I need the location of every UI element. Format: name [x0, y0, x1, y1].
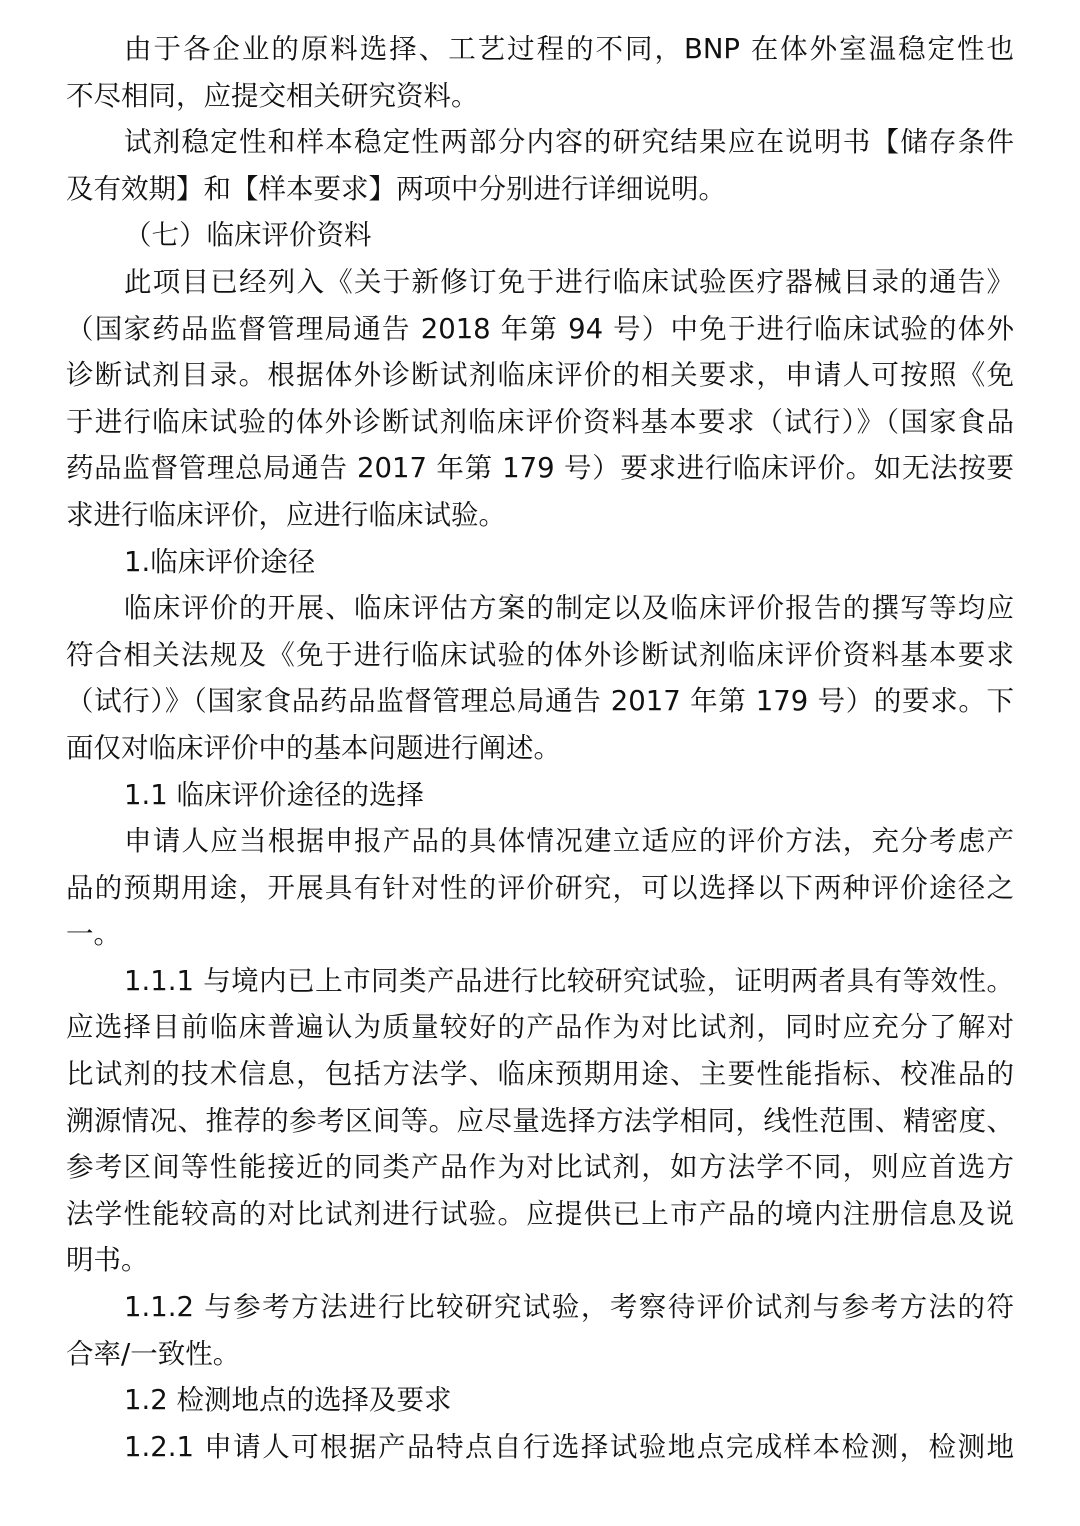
text-line: 药品监督管理总局通告 2017 年第 179 号）要求进行临床评价。如无法按要 — [66, 452, 1014, 485]
text-line: 及有效期】和【样本要求】两项中分别进行详细说明。 — [66, 172, 726, 205]
text-line: 一。 — [66, 918, 121, 951]
text-line: 求进行临床评价，应进行临床试验。 — [66, 498, 506, 531]
text-line: 1.1.2 与参考方法进行比较研究试验，考察待评价试剂与参考方法的符 — [124, 1291, 1014, 1324]
text-line: 诊断试剂目录。根据体外诊断试剂临床评价的相关要求，申请人可按照《免 — [66, 359, 1014, 392]
text-line: 试剂稳定性和样本稳定性两部分内容的研究结果应在说明书【储存条件 — [124, 126, 1014, 159]
text-line: 符合相关法规及《免于进行临床试验的体外诊断试剂临床评价资料基本要求 — [66, 638, 1014, 671]
text-line: 临床评价的开展、临床评估方案的制定以及临床评价报告的撰写等均应 — [124, 592, 1014, 625]
text-line: 1.2.1 申请人可根据产品特点自行选择试验地点完成样本检测，检测地 — [124, 1430, 1014, 1463]
text-line: 1.1.1 与境内已上市同类产品进行比较研究试验，证明两者具有等效性。 — [124, 964, 1014, 997]
text-line: 由于各企业的原料选择、工艺过程的不同，BNP 在体外室温稳定性也 — [124, 33, 1014, 65]
text-line: 不尽相同，应提交相关研究资料。 — [66, 79, 479, 112]
text-line: 明书。 — [66, 1244, 149, 1277]
text-line: 此项目已经列入《关于新修订免于进行临床试验医疗器械目录的通告》 — [124, 265, 1014, 298]
section-heading: 1.临床评价途径 — [124, 545, 316, 578]
text-line: 法学性能较高的对比试剂进行试验。应提供已上市产品的境内注册信息及说 — [66, 1197, 1014, 1230]
text-line: 品的预期用途，开展具有针对性的评价研究，可以选择以下两种评价途径之 — [66, 871, 1014, 904]
text-line: 面仅对临床评价中的基本问题进行阐述。 — [66, 731, 561, 764]
text-line: （国家药品监督管理局通告 2018 年第 94 号）中免于进行临床试验的体外 — [66, 312, 1014, 345]
text-line: 合率/一致性。 — [66, 1337, 241, 1370]
text-line: 溯源情况、推荐的参考区间等。应尽量选择方法学相同，线性范围、精密度、 — [66, 1104, 1014, 1137]
text-line: 于进行临床试验的体外诊断试剂临床评价资料基本要求（试行）》（国家食品 — [66, 405, 1014, 438]
text-line: 应选择目前临床普遍认为质量较好的产品作为对比试剂，同时应充分了解对 — [66, 1011, 1014, 1044]
text-line: 申请人应当根据申报产品的具体情况建立适应的评价方法，充分考虑产 — [124, 825, 1014, 858]
section-heading: 1.2 检测地点的选择及要求 — [124, 1384, 452, 1417]
text-line: （试行）》（国家食品药品监督管理总局通告 2017 年第 179 号）的要求。下 — [66, 685, 1014, 718]
text-line: 参考区间等性能接近的同类产品作为对比试剂，如方法学不同，则应首选方 — [66, 1151, 1014, 1184]
section-heading: （七）临床评价资料 — [124, 219, 372, 252]
section-heading: 1.1 临床评价途径的选择 — [124, 778, 424, 811]
text-line: 比试剂的技术信息，包括方法学、临床预期用途、主要性能指标、校准品的 — [66, 1058, 1014, 1091]
